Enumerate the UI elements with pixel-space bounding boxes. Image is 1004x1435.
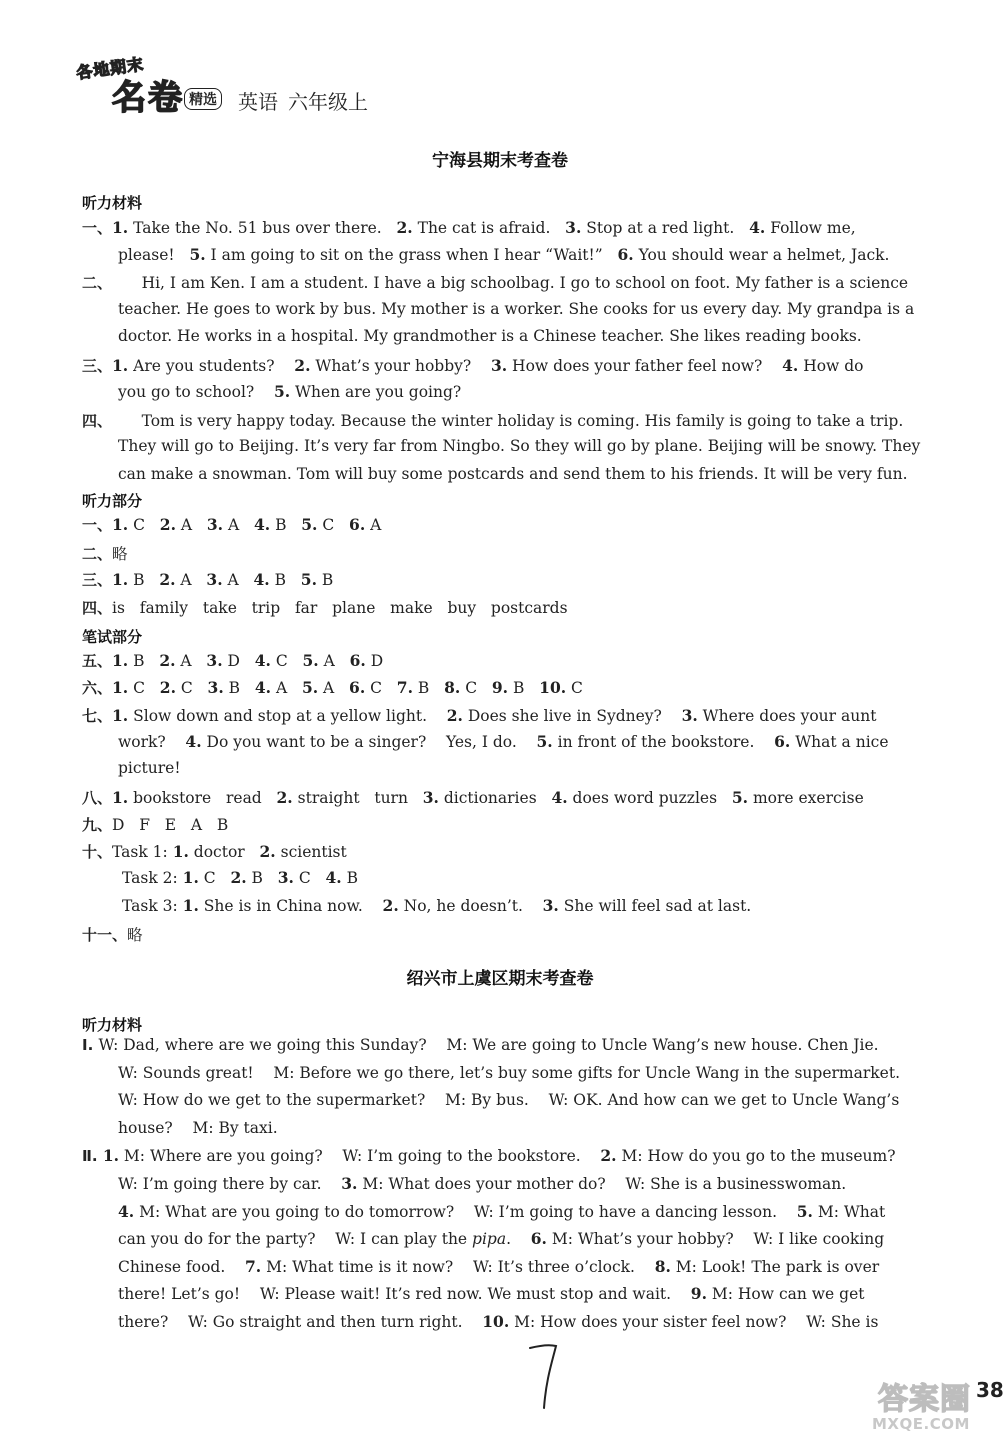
- text-segment: C: [128, 516, 160, 534]
- text-segment: picture!: [118, 759, 181, 778]
- text-line: [118, 1091, 928, 1109]
- text-line: [82, 597, 928, 618]
- item-number: 6.: [617, 244, 634, 264]
- text-line: [118, 245, 928, 264]
- text-segment: there! Let’s go! W: Please wait! It’s red now. We must stop and wait.: [118, 1285, 691, 1304]
- text-line: [82, 705, 928, 726]
- text-line: [82, 650, 928, 671]
- question-number: 十、: [82, 843, 113, 862]
- item-number: 5.: [300, 570, 317, 589]
- text-segment: C: [566, 679, 583, 698]
- section1-title: 宁海县期末考查卷: [432, 151, 568, 171]
- text-segment: doctor: [188, 843, 260, 862]
- text-segment: pipa: [472, 1230, 507, 1249]
- text-segment: doctor. He works in a hospital. My grandmother is a Chinese teacher. She likes reading books.: [118, 327, 862, 345]
- item-number: 3.: [206, 570, 223, 589]
- item-number: 3.: [207, 678, 224, 698]
- text-segment: You should wear a helmet, Jack.: [633, 245, 890, 264]
- text-line: [82, 410, 928, 431]
- item-number: 9.: [491, 678, 509, 698]
- text-segment: C: [198, 869, 231, 888]
- text-segment: Tom is very happy today. Because the winter holiday is coming. His family is going to take a trip.: [112, 411, 904, 430]
- text-line: [118, 1257, 928, 1276]
- question-number: 二、: [82, 274, 113, 292]
- text-segment: dictionaries: [438, 788, 552, 807]
- question-number: 六、: [82, 679, 113, 698]
- text-line: [122, 868, 928, 887]
- text-line: [82, 814, 928, 835]
- grade-label: 六年级上: [288, 90, 368, 114]
- item-number: 4.: [185, 731, 202, 751]
- logo-line1: 各地期末: [75, 54, 146, 83]
- item-number: 6.: [530, 1229, 547, 1249]
- text-segment: C: [128, 679, 160, 698]
- text-segment: C: [317, 516, 350, 534]
- text-segment: Take the No. 51 bus over there.: [128, 219, 397, 237]
- item-number: 3.: [681, 705, 698, 725]
- item-number: 4.: [551, 787, 568, 807]
- text-line: [82, 841, 928, 862]
- item-number: 1.: [112, 218, 129, 237]
- text-segment: Are you students?: [128, 356, 295, 375]
- text-segment: house? M: By taxi.: [118, 1118, 278, 1137]
- text-segment: 略: [127, 926, 143, 944]
- item-number: 1.: [112, 787, 129, 807]
- item-number: 3.: [206, 515, 224, 534]
- item-number: 1.: [112, 355, 129, 375]
- section1-written-part-label: 笔试部分: [82, 628, 143, 646]
- text-segment: Slow down and stop at a yellow light.: [128, 706, 447, 725]
- text-line: [82, 217, 928, 238]
- text-segment: M: What’s your hobby? W: I like cooking: [546, 1230, 885, 1249]
- logo-line2: 名卷: [112, 78, 184, 118]
- text-line: [82, 542, 928, 564]
- question-number: 一、: [82, 219, 113, 237]
- handwritten-mark: [524, 1336, 564, 1416]
- text-segment: D: [365, 652, 384, 670]
- item-number: 3.: [565, 218, 582, 237]
- text-segment: Hi, I am Ken. I am a student. I have a big schoolbag. I go to school on foot. My father is a science: [112, 274, 909, 292]
- text-segment: in front of the bookstore.: [552, 732, 775, 751]
- watermark-logo: 答案圈: [878, 1382, 971, 1417]
- question-number: 三、: [82, 356, 113, 375]
- question-number: 四、: [82, 598, 113, 617]
- watermark: [870, 1372, 1000, 1435]
- item-number: 4.: [254, 678, 272, 698]
- item-number: 6.: [774, 731, 791, 751]
- item-number: 10.: [539, 678, 567, 698]
- text-line: [82, 1146, 928, 1165]
- item-number: 1.: [102, 1146, 119, 1166]
- text-line: [82, 923, 928, 945]
- text-segment: B: [316, 571, 334, 589]
- text-line: [118, 1064, 928, 1082]
- text-segment: can you do for the party? W: I can play the: [118, 1230, 473, 1249]
- section2-listening-material-label: 听力材料: [82, 1016, 143, 1034]
- text-segment: A: [175, 571, 207, 589]
- text-line: [118, 465, 928, 483]
- item-number: 2.: [294, 355, 311, 375]
- text-segment: C: [293, 869, 326, 888]
- item-number: 5.: [273, 382, 291, 401]
- text-line: [82, 272, 928, 293]
- text-segment: you go to school?: [118, 383, 274, 401]
- text-segment: does word puzzles: [567, 788, 732, 807]
- text-line: [118, 1174, 928, 1193]
- text-line: [118, 759, 928, 777]
- text-segment: A: [318, 652, 350, 670]
- item-number: 6.: [349, 678, 366, 698]
- text-line: [82, 787, 928, 808]
- item-number: 2.: [230, 868, 247, 888]
- text-segment: A: [175, 516, 207, 534]
- text-segment: W: I’m going there by car.: [118, 1175, 342, 1193]
- text-line: [118, 1119, 928, 1137]
- item-number: 1.: [112, 678, 129, 698]
- item-number: 2.: [382, 895, 399, 915]
- text-segment: They will go to Beijing. It’s very far from Ningbo. So they will go by plane. Beijing will be snowy. They: [118, 437, 921, 455]
- item-number: 4.: [749, 218, 766, 237]
- item-number: 7.: [396, 678, 413, 698]
- text-segment: scientist: [275, 843, 347, 862]
- text-line: [118, 1229, 928, 1248]
- item-number: 4.: [782, 355, 799, 375]
- text-segment: What’s your hobby?: [310, 356, 491, 375]
- text-segment: B: [246, 869, 278, 888]
- item-number: 1.: [112, 651, 129, 670]
- item-number: 3.: [206, 651, 223, 670]
- text-line: [82, 355, 928, 376]
- text-line: [118, 1284, 928, 1303]
- item-number: 3.: [422, 787, 439, 807]
- text-segment: D: [222, 652, 255, 670]
- text-segment: B: [223, 679, 255, 698]
- text-segment: W: How do we get to the supermarket? M: By bus. W: OK. And how can we get to Uncle Wang’s: [118, 1091, 900, 1110]
- item-number: 1.: [112, 515, 129, 534]
- item-number: 2.: [259, 842, 276, 862]
- text-line: [82, 1036, 928, 1054]
- text-segment: Do you want to be a singer? Yes, I do.: [201, 732, 537, 751]
- section1-listening-part-label: 听力部分: [82, 492, 143, 510]
- text-segment: How do: [798, 356, 864, 375]
- series-logo: [72, 56, 232, 120]
- text-segment: work?: [118, 732, 186, 751]
- text-line: [82, 677, 928, 698]
- text-segment: bookstore read: [128, 788, 277, 807]
- text-segment: M: How does your sister feel now? W: She is: [509, 1313, 879, 1331]
- text-segment: The cat is afraid.: [412, 219, 566, 237]
- item-number: 3.: [490, 355, 508, 375]
- text-segment: M: What time is it now? W: It’s three o’clock.: [261, 1257, 655, 1276]
- text-segment: A: [175, 652, 207, 670]
- question-number: 一、: [82, 516, 113, 534]
- text-line: [118, 327, 928, 345]
- text-segment: B: [128, 652, 160, 670]
- text-segment: M: Where are you going? W: I’m going to the bookstore.: [119, 1147, 601, 1166]
- text-segment: B: [508, 679, 540, 698]
- text-segment: B: [128, 571, 160, 589]
- text-segment: there? W: Go straight and then turn right.: [118, 1313, 483, 1331]
- text-segment: more exercise: [748, 788, 864, 807]
- text-segment: Where does your aunt: [697, 706, 877, 725]
- item-number: 5.: [796, 1201, 813, 1221]
- item-number: 7.: [244, 1256, 262, 1276]
- text-segment: When are you going?: [290, 383, 462, 401]
- text-segment: Task 3:: [122, 896, 183, 915]
- text-segment: C: [460, 679, 492, 698]
- text-segment: W: Sounds great! M: Before we go there, let’s buy some gifts for Uncle Wang in the supermarket.: [118, 1063, 900, 1082]
- text-line: [82, 569, 928, 590]
- question-number: 九、: [82, 815, 113, 834]
- text-segment: M: Look! The park is over: [670, 1257, 880, 1276]
- text-segment: What a nice: [790, 732, 889, 751]
- item-number: 1.: [112, 705, 129, 725]
- item-number: 6.: [349, 515, 366, 534]
- text-segment: M: How do you go to the museum?: [616, 1147, 896, 1166]
- text-segment: .: [506, 1230, 531, 1249]
- question-number: Ⅱ.: [82, 1147, 103, 1166]
- item-number: 2.: [159, 570, 176, 589]
- item-number: 1.: [172, 842, 189, 862]
- text-segment: A: [222, 571, 254, 589]
- item-number: 10.: [482, 1312, 510, 1331]
- question-number: 四、: [82, 411, 113, 430]
- question-number: 五、: [82, 652, 113, 670]
- item-number: 5.: [302, 651, 319, 670]
- text-segment: M: What does your mother do? W: She is a businesswoman.: [357, 1175, 847, 1193]
- text-segment: Chinese food.: [118, 1257, 245, 1276]
- item-number: 4.: [254, 651, 271, 670]
- text-line: [118, 382, 928, 401]
- item-number: 9.: [690, 1284, 707, 1304]
- item-number: 5.: [731, 787, 749, 807]
- text-segment: teacher. He goes to work by bus. My mother is a worker. She cooks for us every day. My grandpa is a: [118, 299, 915, 318]
- text-segment: How does your father feel now?: [507, 356, 783, 375]
- question-number: 二、: [82, 544, 113, 563]
- text-line: [122, 896, 928, 915]
- text-segment: Stop at a red light.: [581, 219, 750, 237]
- text-segment: She will feel sad at last.: [558, 896, 752, 915]
- item-number: 3.: [341, 1174, 358, 1193]
- text-segment: can make a snowman. Tom will buy some postcards and send them to his friends. It will be very fun.: [118, 464, 908, 483]
- text-segment: B: [269, 571, 301, 589]
- item-number: 4.: [253, 515, 271, 534]
- item-number: 3.: [542, 895, 559, 915]
- text-segment: C: [175, 679, 208, 698]
- item-number: 1.: [182, 868, 199, 888]
- item-number: 3.: [277, 868, 294, 888]
- text-segment: M: What are you going to do tomorrow? W: I’m going to have a dancing lesson.: [134, 1202, 797, 1221]
- item-number: 2.: [276, 787, 293, 807]
- text-segment: No, he doesn’t.: [398, 896, 543, 915]
- text-segment: A: [223, 516, 254, 534]
- item-number: 6.: [349, 651, 366, 670]
- question-number: 七、: [82, 706, 113, 725]
- text-segment: straight turn: [292, 788, 423, 807]
- subject-label: 英语: [238, 90, 278, 114]
- text-segment: Follow me,: [765, 219, 856, 237]
- page-number: 38: [976, 1378, 1004, 1402]
- item-number: 2.: [396, 218, 413, 237]
- text-segment: C: [270, 652, 303, 670]
- item-number: 8.: [444, 678, 461, 698]
- text-segment: A: [271, 679, 302, 698]
- text-segment: Does she live in Sydney?: [462, 706, 682, 725]
- text-segment: Task 2:: [122, 869, 183, 888]
- text-line: [118, 1202, 928, 1221]
- text-segment: B: [270, 516, 302, 534]
- section2-title: 绍兴市上虞区期末考查卷: [406, 969, 594, 989]
- item-number: 4.: [118, 1201, 135, 1221]
- question-number: Ⅰ.: [82, 1036, 99, 1054]
- text-segment: I am going to sit on the grass when I hear “Wait!”: [205, 245, 618, 264]
- text-line: [118, 1312, 928, 1331]
- text-segment: B: [412, 679, 445, 698]
- item-number: 4.: [253, 570, 270, 589]
- item-number: 5.: [301, 515, 318, 534]
- text-segment: She is in China now.: [198, 896, 383, 915]
- text-line: [118, 437, 928, 455]
- text-segment: M: What: [812, 1202, 886, 1221]
- text-segment: M: How can we get: [706, 1285, 865, 1304]
- text-segment: A: [365, 516, 382, 534]
- text-line: [118, 732, 928, 751]
- watermark-url: MXQE.COM: [872, 1415, 970, 1433]
- item-number: 8.: [654, 1256, 671, 1276]
- text-line: [118, 300, 928, 318]
- text-line: [82, 514, 928, 535]
- item-number: 4.: [325, 868, 342, 888]
- question-number: 十一、: [82, 926, 128, 944]
- item-number: 1.: [112, 570, 129, 589]
- item-number: 2.: [446, 705, 463, 725]
- question-number: 三、: [82, 571, 113, 589]
- logo-line3: 精选: [184, 88, 222, 110]
- item-number: 2.: [600, 1146, 617, 1166]
- item-number: 5.: [189, 244, 206, 264]
- item-number: 1.: [182, 895, 199, 915]
- text-segment: W: Dad, where are we going this Sunday? M: We are going to Uncle Wang’s new house. Chen Jie.: [98, 1036, 879, 1054]
- item-number: 5.: [536, 731, 553, 751]
- text-segment: Task 1:: [112, 843, 173, 862]
- text-segment: 略: [112, 544, 128, 563]
- text-segment: D F E A B: [112, 815, 229, 834]
- text-segment: B: [341, 869, 359, 888]
- question-number: 八、: [82, 788, 113, 807]
- text-segment: C: [365, 679, 397, 698]
- text-segment: A: [318, 679, 350, 698]
- section1-listening-material-label: 听力材料: [82, 194, 143, 212]
- text-segment: is family take trip far plane make buy postcards: [112, 598, 568, 617]
- item-number: 5.: [301, 678, 319, 698]
- book-header: [72, 56, 492, 120]
- item-number: 2.: [159, 678, 176, 698]
- item-number: 2.: [159, 515, 176, 534]
- text-segment: please!: [118, 245, 190, 264]
- item-number: 2.: [159, 651, 176, 670]
